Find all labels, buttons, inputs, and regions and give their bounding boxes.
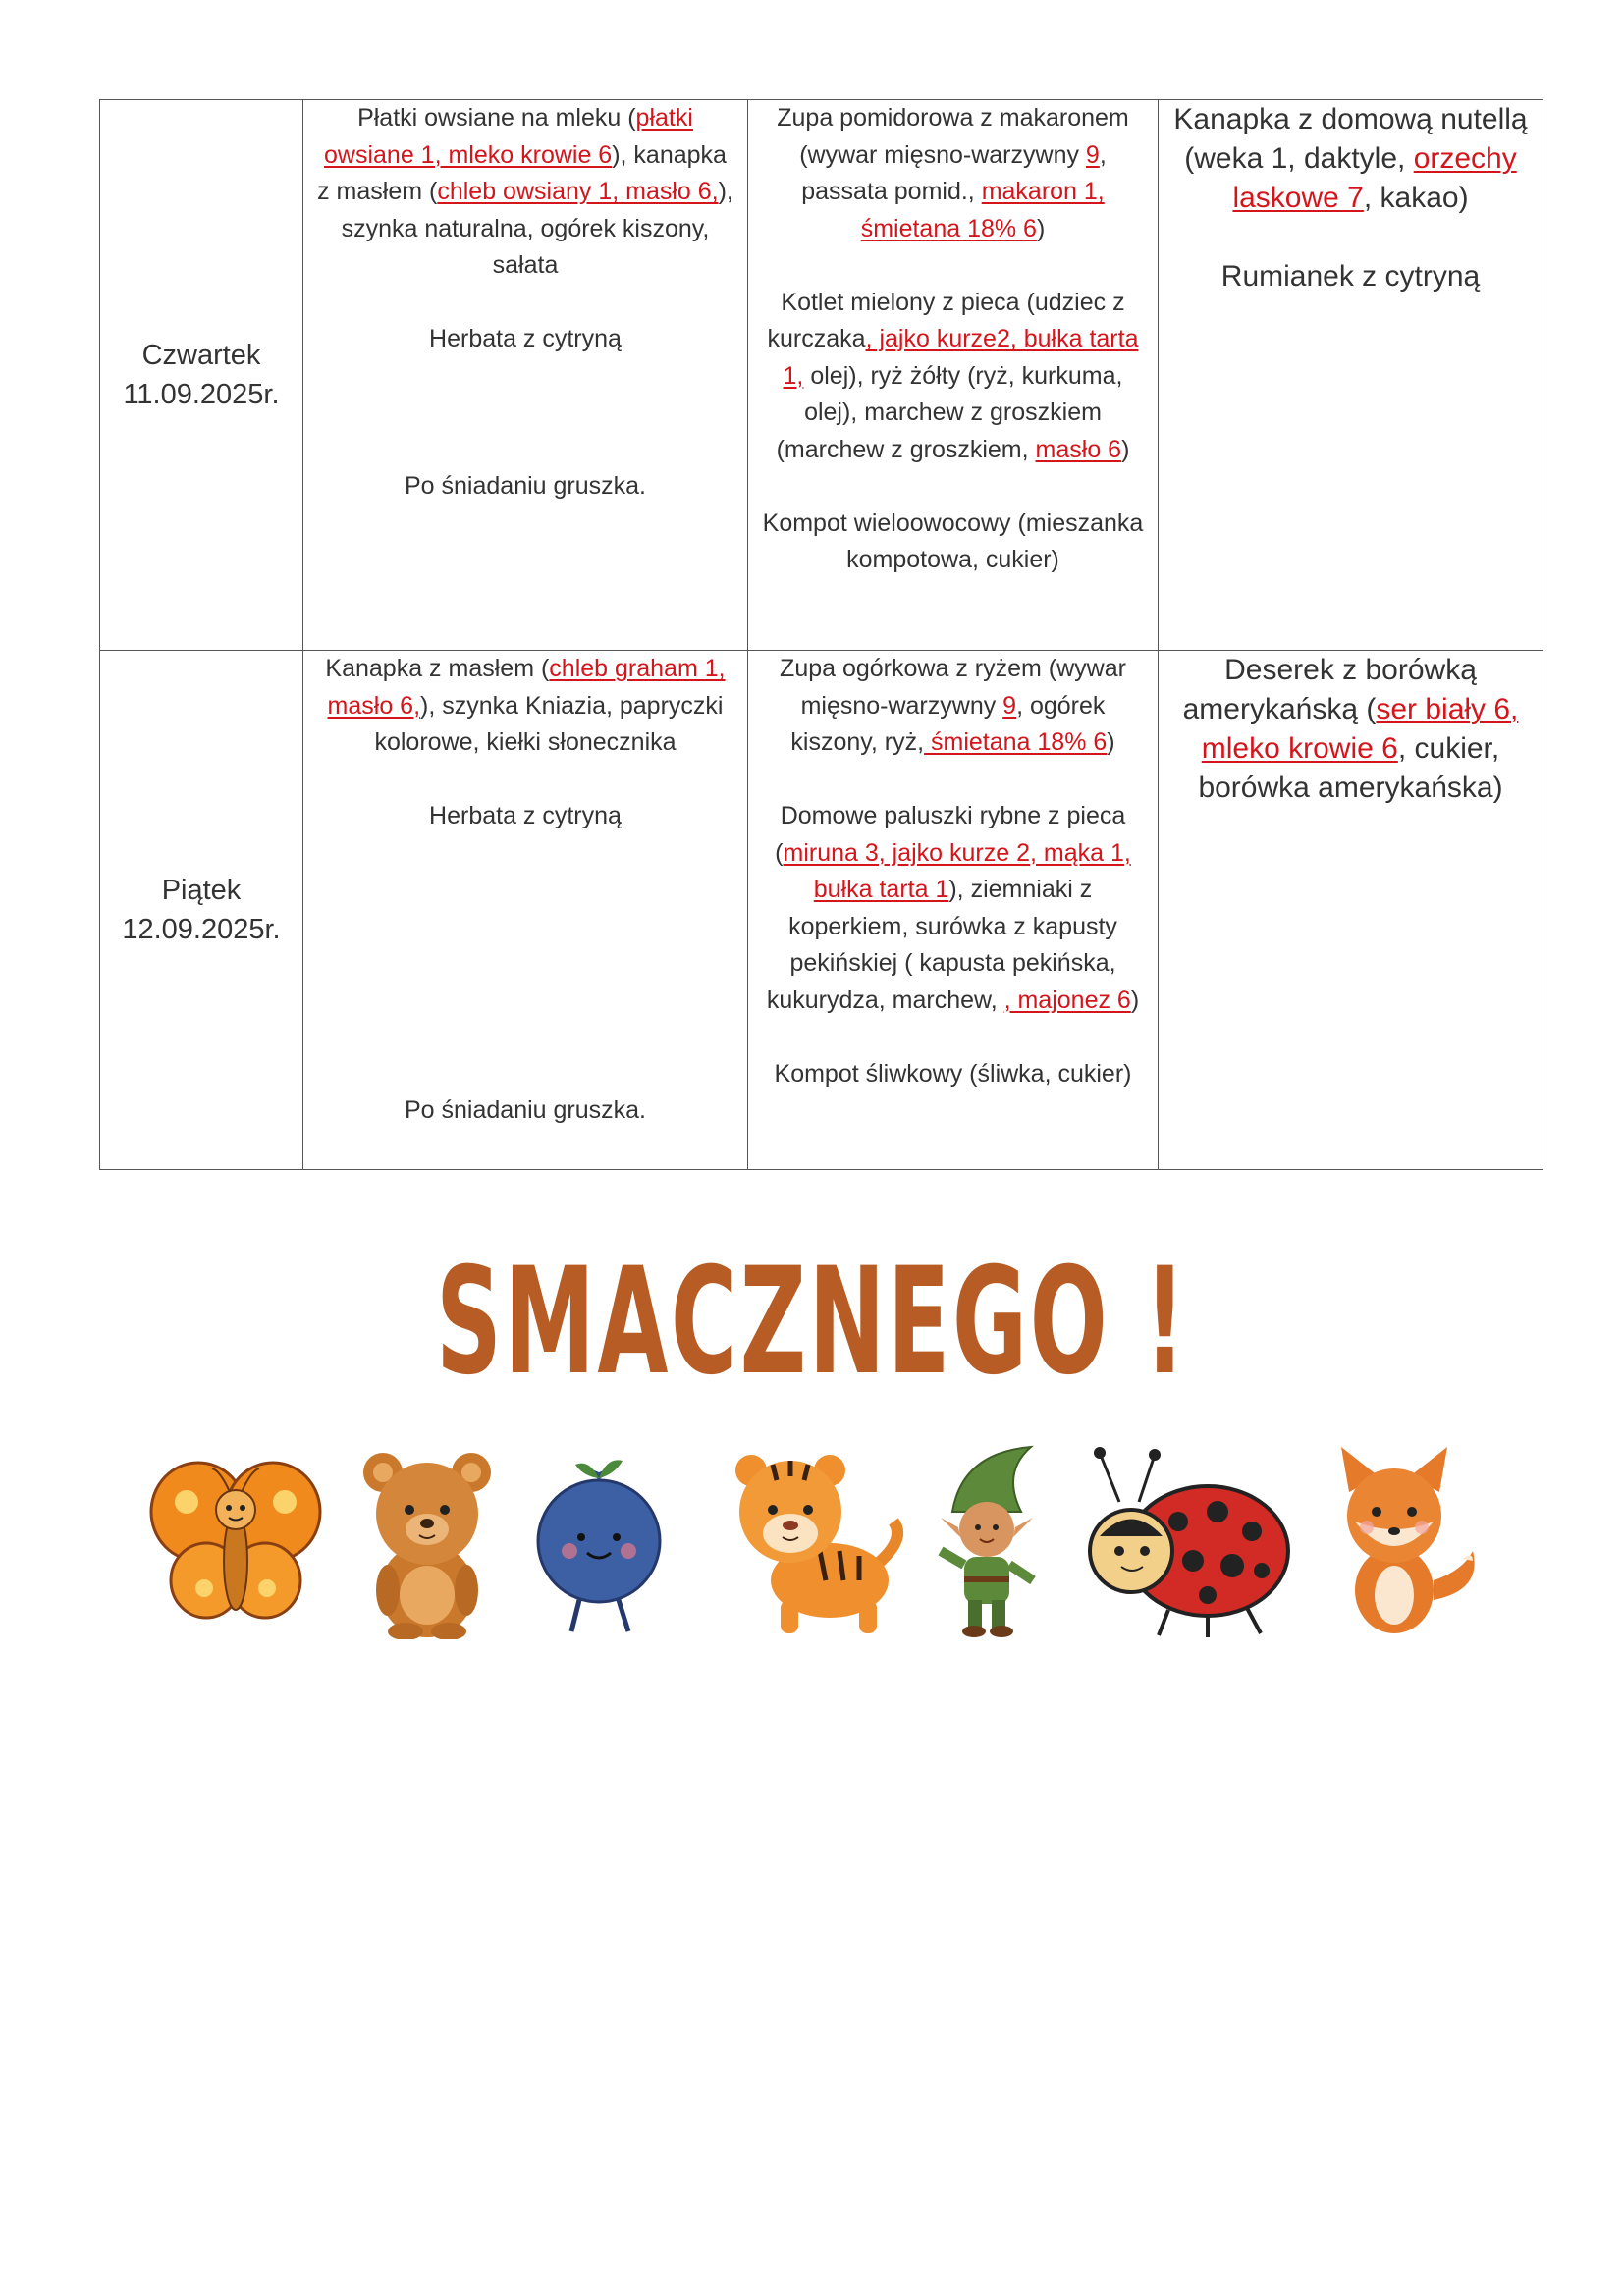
breakfast-drink: Herbata z cytryną <box>429 802 622 829</box>
greeting-heading: SMACZNEGO ! <box>435 1237 1189 1408</box>
day-cell <box>100 100 303 651</box>
snack-text <box>1172 651 1529 808</box>
breakfast-drink: Herbata z cytryną <box>429 325 622 352</box>
text-run: Płatki owsiane na mleku ( <box>357 104 636 132</box>
table-row <box>100 651 1543 1170</box>
fox-icon <box>1316 1443 1483 1639</box>
snack-text <box>1172 100 1529 218</box>
allergen-text: 9 <box>1002 691 1017 720</box>
allergen-text: 9 <box>1085 140 1100 169</box>
text-run: ) <box>1130 986 1140 1014</box>
allergen-text: chleb owsiany 1, masło 6, <box>437 178 719 205</box>
text-run: ), szynka naturalna, ogórek kiszony, sałata <box>341 178 733 279</box>
day-date: 12.09.2025r. <box>122 914 281 945</box>
gnome-icon <box>923 1443 1060 1639</box>
breakfast-text <box>317 651 733 762</box>
text-run: Zupa pomidorowa z makaronem (wywar mięsno-warzywny <box>777 104 1129 169</box>
text-run: Domowe paluszki rybne z pieca ( <box>775 802 1126 867</box>
text-run: Kotlet mielony z pieca (udziec z kurczaka <box>767 288 1125 352</box>
allergen-text: makaron 1, śmietana 18% 6 <box>860 178 1105 242</box>
text-run: ), szynka Kniazia, papryczki kolorowe, kiełki słonecznika <box>374 691 724 756</box>
allergen-text: chleb graham 1, masło 6, <box>327 655 726 720</box>
text-run: ) <box>1036 214 1046 242</box>
breakfast-after-note: Po śniadaniu gruszka. <box>405 471 646 500</box>
ladybug-icon <box>1060 1443 1296 1639</box>
text-run: Kanapka z domową nutellą (weka 1, daktyle, <box>1173 103 1528 175</box>
butterfly-icon <box>147 1443 324 1639</box>
lunch-main <box>762 285 1144 469</box>
breakfast-cell <box>303 651 748 1170</box>
weekly-menu-table <box>99 99 1543 1170</box>
allergen-text: masło 6 <box>1035 435 1122 463</box>
breakfast-after-note: Po śniadaniu gruszka. <box>405 1095 646 1124</box>
text-run: olej), ryż żółty (ryż, kurkuma, olej), marchew z groszkiem (marchew z groszkiem, <box>776 361 1123 463</box>
animal-illustrations <box>147 1443 1483 1669</box>
tiger-icon <box>712 1443 908 1639</box>
text-run: Zupa ogórkowa z ryżem (wywar mięsno-warzywny <box>780 655 1126 720</box>
day-cell <box>100 651 303 1170</box>
text-run: Deserek z borówką amerykańską ( <box>1182 654 1477 725</box>
breakfast-cell <box>303 100 748 651</box>
table-row <box>100 100 1543 651</box>
lunch-cell <box>748 100 1159 651</box>
allergen-text: miruna 3, jajko kurze 2, mąka 1, bułka tarta 1 <box>783 838 1131 903</box>
bear-icon <box>349 1443 506 1639</box>
breakfast-text <box>317 100 733 285</box>
text-run: , passata pomid., <box>801 140 1107 205</box>
lunch-drink: Kompot śliwkowy (śliwka, cukier) <box>774 1059 1132 1088</box>
day-name: Piątek <box>161 875 242 906</box>
snack-cell <box>1159 651 1543 1170</box>
allergen-text: ser biały 6, mleko krowie 6 <box>1201 693 1519 765</box>
allergen-text: płatki owsiane 1, mleko krowie 6 <box>324 104 693 169</box>
lunch-cell <box>748 651 1159 1170</box>
blueberry-icon <box>520 1443 677 1639</box>
allergen-text: , jajko kurze2, bułka tarta 1, <box>783 325 1139 390</box>
snack-cell <box>1159 100 1543 651</box>
text-run: ) <box>1121 435 1130 463</box>
lunch-soup <box>762 100 1144 247</box>
text-run: , kakao) <box>1363 182 1469 214</box>
allergen-text: śmietana 18% 6 <box>924 728 1108 756</box>
snack-drink: Rumianek z cytryną <box>1220 260 1481 293</box>
text-run: , cukier, borówka amerykańska) <box>1198 732 1503 804</box>
text-run: ), ziemniaki z koperkiem, surówka z kapusty pekińskiej ( kapusta pekińska, kukurydza, marchew, <box>766 876 1117 1014</box>
lunch-soup <box>762 651 1144 762</box>
text-run: , ogórek kiszony, ryż, <box>790 691 1106 756</box>
day-date: 11.09.2025r. <box>123 379 280 410</box>
text-run: Kanapka z masłem ( <box>325 655 550 682</box>
text-run: ) <box>1107 728 1115 756</box>
lunch-drink: Kompot wieloowocowy (mieszanka kompotowa, cukier) <box>762 508 1144 573</box>
allergen-text: , majonez 6 <box>1003 986 1131 1014</box>
day-name: Czwartek <box>141 340 261 371</box>
text-run: ), kanapka z masłem ( <box>317 140 727 205</box>
lunch-main <box>762 798 1144 1019</box>
allergen-text: orzechy laskowe 7 <box>1232 142 1517 214</box>
